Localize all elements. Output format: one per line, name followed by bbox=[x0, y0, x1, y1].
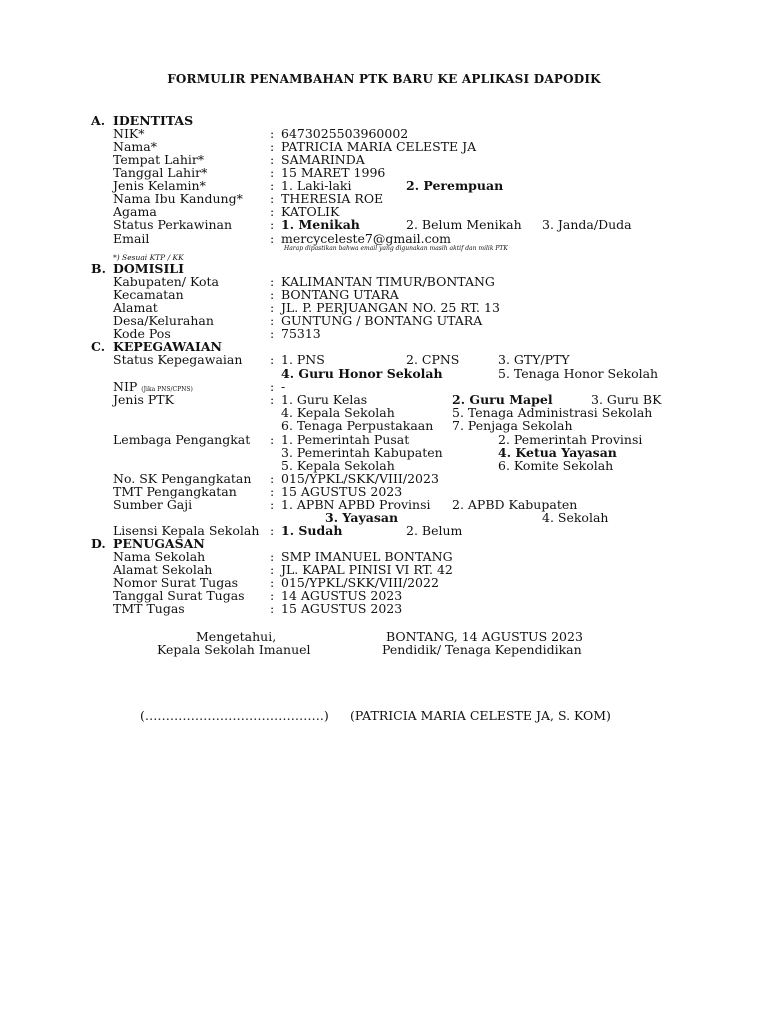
agama-value: KATOLIK bbox=[281, 204, 340, 219]
agama-label: Agama bbox=[113, 204, 157, 219]
email-value: mercyceleste7@gmail.com bbox=[281, 231, 452, 246]
colon: : bbox=[270, 392, 275, 407]
colon: : bbox=[270, 313, 275, 328]
tempat-lahir-label: Tempat Lahir* bbox=[113, 152, 205, 167]
colon: : bbox=[270, 217, 275, 232]
colon: : bbox=[270, 274, 275, 289]
jenis-ptk-option: 3. Guru BK bbox=[591, 392, 662, 407]
form-title: FORMULIR PENAMBAHAN PTK BARU KE APLIKASI DAPODIK bbox=[167, 72, 601, 86]
jenis-ptk-option-selected: 2. Guru Mapel bbox=[452, 392, 553, 407]
sumber-gaji-option: 2. APBD Kabupaten bbox=[452, 497, 578, 512]
colon: : bbox=[270, 191, 275, 206]
status-kepegawaian-label: Status Kepegawaian bbox=[113, 352, 243, 367]
alamat-label: Alamat bbox=[113, 300, 158, 315]
sumber-gaji-option: 1. APBN APBD Provinsi bbox=[281, 497, 431, 512]
tanggal-surat-label: Tanggal Surat Tugas bbox=[113, 588, 245, 603]
colon: : bbox=[270, 601, 275, 616]
colon: : bbox=[270, 204, 275, 219]
nip-label-text: NIP bbox=[113, 379, 138, 394]
signature-left-line2: Kepala Sekolah Imanuel bbox=[157, 642, 311, 657]
alamat-value: JL. P. PERJUANGAN NO. 25 RT. 13 bbox=[281, 300, 500, 315]
kabupaten-value: KALIMANTAN TIMUR/BONTANG bbox=[281, 274, 495, 289]
desa-label: Desa/Kelurahan bbox=[113, 313, 214, 328]
tmt-pengangkatan-value: 15 AGUSTUS 2023 bbox=[281, 484, 403, 499]
lisensi-option-selected: 1. Sudah bbox=[281, 523, 343, 538]
section-title: PENUGASAN bbox=[113, 536, 205, 551]
colon: : bbox=[270, 165, 275, 180]
status-kepegawaian-option: 3. GTY/PTY bbox=[498, 352, 570, 367]
kode-pos-label: Kode Pos bbox=[113, 326, 171, 341]
lembaga-option: 6. Komite Sekolah bbox=[498, 458, 614, 473]
status-kepegawaian-option: 2. CPNS bbox=[406, 352, 460, 367]
colon: : bbox=[270, 588, 275, 603]
status-perkawinan-option: 3. Janda/Duda bbox=[542, 217, 632, 232]
signature-left-name: (…………………………………….) bbox=[140, 708, 329, 723]
sk-pengangkatan-value: 015/YPKL/SKK/VIII/2023 bbox=[281, 471, 439, 486]
colon: : bbox=[270, 562, 275, 577]
colon: : bbox=[270, 523, 275, 538]
colon: : bbox=[270, 126, 275, 141]
colon: : bbox=[270, 471, 275, 486]
colon: : bbox=[270, 549, 275, 564]
sumber-gaji-option-selected: 3. Yayasan bbox=[325, 510, 399, 525]
nomor-surat-label: Nomor Surat Tugas bbox=[113, 575, 239, 590]
nama-value: PATRICIA MARIA CELESTE JA bbox=[281, 139, 477, 154]
colon: : bbox=[270, 300, 275, 315]
colon: : bbox=[270, 379, 275, 394]
desa-value: GUNTUNG / BONTANG UTARA bbox=[281, 313, 483, 328]
nama-sekolah-label: Nama Sekolah bbox=[113, 549, 206, 564]
lembaga-pengangkat-label: Lembaga Pengangkat bbox=[113, 432, 251, 447]
email-label: Email bbox=[113, 231, 150, 246]
tanggal-lahir-value: 15 MARET 1996 bbox=[281, 165, 386, 180]
colon: : bbox=[270, 497, 275, 512]
lisensi-option: 2. Belum bbox=[406, 523, 463, 538]
status-perkawinan-label: Status Perkawinan bbox=[113, 217, 233, 232]
alamat-sekolah-value: JL. KAPAL PINISI VI RT. 42 bbox=[281, 562, 453, 577]
tempat-lahir-value: SAMARINDA bbox=[281, 152, 365, 167]
jenis-ptk-option: 6. Tenaga Perpustakaan bbox=[281, 418, 434, 433]
lembaga-option-selected: 4. Ketua Yayasan bbox=[498, 445, 617, 460]
colon: : bbox=[270, 231, 275, 246]
nip-value: - bbox=[281, 379, 286, 394]
signature-right-name: (PATRICIA MARIA CELESTE JA, S. KOM) bbox=[350, 708, 611, 723]
status-perkawinan-option-selected: 1. Menikah bbox=[281, 217, 360, 232]
status-kepegawaian-option-selected: 4. Guru Honor Sekolah bbox=[281, 366, 443, 381]
jenis-kelamin-option-selected: 2. Perempuan bbox=[406, 178, 504, 193]
nomor-surat-value: 015/YPKL/SKK/VIII/2022 bbox=[281, 575, 439, 590]
section-title: KEPEGAWAIAN bbox=[113, 339, 222, 354]
colon: : bbox=[270, 484, 275, 499]
colon: : bbox=[270, 326, 275, 341]
ibu-kandung-value: THERESIA ROE bbox=[281, 191, 384, 206]
tanggal-surat-value: 14 AGUSTUS 2023 bbox=[281, 588, 403, 603]
jenis-kelamin-label: Jenis Kelamin* bbox=[113, 178, 206, 193]
colon: : bbox=[270, 152, 275, 167]
status-kepegawaian-option: 1. PNS bbox=[281, 352, 325, 367]
tanggal-lahir-label: Tanggal Lahir* bbox=[113, 165, 208, 180]
lembaga-option: 3. Pemerintah Kabupaten bbox=[281, 445, 443, 460]
colon: : bbox=[270, 352, 275, 367]
tmt-pengangkatan-label: TMT Pengangkatan bbox=[113, 484, 237, 499]
sumber-gaji-label: Sumber Gaji bbox=[113, 497, 193, 512]
nik-label: NIK* bbox=[113, 126, 145, 141]
colon: : bbox=[270, 139, 275, 154]
nip-note: (Jika PNS/CPNS) bbox=[141, 386, 193, 393]
ibu-kandung-label: Nama Ibu Kandung* bbox=[113, 191, 243, 206]
kecamatan-label: Kecamatan bbox=[113, 287, 184, 302]
lembaga-option: 1. Pemerintah Pusat bbox=[281, 432, 410, 447]
colon: : bbox=[270, 287, 275, 302]
lembaga-option: 5. Kepala Sekolah bbox=[281, 458, 395, 473]
kecamatan-value: BONTANG UTARA bbox=[281, 287, 399, 302]
section-title: IDENTITAS bbox=[113, 113, 194, 128]
jenis-kelamin-option: 1. Laki-laki bbox=[281, 178, 352, 193]
section-letter: D. bbox=[91, 536, 106, 551]
jenis-ptk-option: 4. Kepala Sekolah bbox=[281, 405, 395, 420]
jenis-ptk-option: 7. Penjaga Sekolah bbox=[452, 418, 573, 433]
tmt-tugas-label: TMT Tugas bbox=[113, 601, 185, 616]
kode-pos-value: 75313 bbox=[281, 326, 321, 341]
footnote: *) Sesuai KTP / KK bbox=[113, 253, 184, 262]
section-letter: C. bbox=[91, 339, 106, 354]
sk-pengangkatan-label: No. SK Pengangkatan bbox=[113, 471, 252, 486]
email-note: Harap dipastikan bahwa email yang digunakan masih aktif dan milik PTK bbox=[284, 245, 508, 252]
status-perkawinan-option: 2. Belum Menikah bbox=[406, 217, 522, 232]
jenis-ptk-option: 5. Tenaga Administrasi Sekolah bbox=[452, 405, 653, 420]
nama-label: Nama* bbox=[113, 139, 157, 154]
lembaga-option: 2. Pemerintah Provinsi bbox=[498, 432, 643, 447]
section-letter: A. bbox=[91, 113, 106, 128]
nama-sekolah-value: SMP IMANUEL BONTANG bbox=[281, 549, 453, 564]
section-letter: B. bbox=[91, 261, 106, 276]
signature-right-line1: BONTANG, 14 AGUSTUS 2023 bbox=[386, 629, 583, 644]
lisensi-label: Lisensi Kepala Sekolah bbox=[113, 523, 260, 538]
colon: : bbox=[270, 575, 275, 590]
colon: : bbox=[270, 178, 275, 193]
section-title: DOMISILI bbox=[113, 261, 184, 276]
nik-value: 6473025503960002 bbox=[281, 126, 409, 141]
signature-left-line1: Mengetahui, bbox=[196, 629, 277, 644]
jenis-ptk-label: Jenis PTK bbox=[113, 392, 174, 407]
jenis-ptk-option: 1. Guru Kelas bbox=[281, 392, 368, 407]
status-kepegawaian-option: 5. Tenaga Honor Sekolah bbox=[498, 366, 659, 381]
kabupaten-label: Kabupaten/ Kota bbox=[113, 274, 219, 289]
sumber-gaji-option: 4. Sekolah bbox=[542, 510, 609, 525]
tmt-tugas-value: 15 AGUSTUS 2023 bbox=[281, 601, 403, 616]
signature-right-line2: Pendidik/ Tenaga Kependidikan bbox=[382, 642, 582, 657]
alamat-sekolah-label: Alamat Sekolah bbox=[113, 562, 213, 577]
colon: : bbox=[270, 432, 275, 447]
